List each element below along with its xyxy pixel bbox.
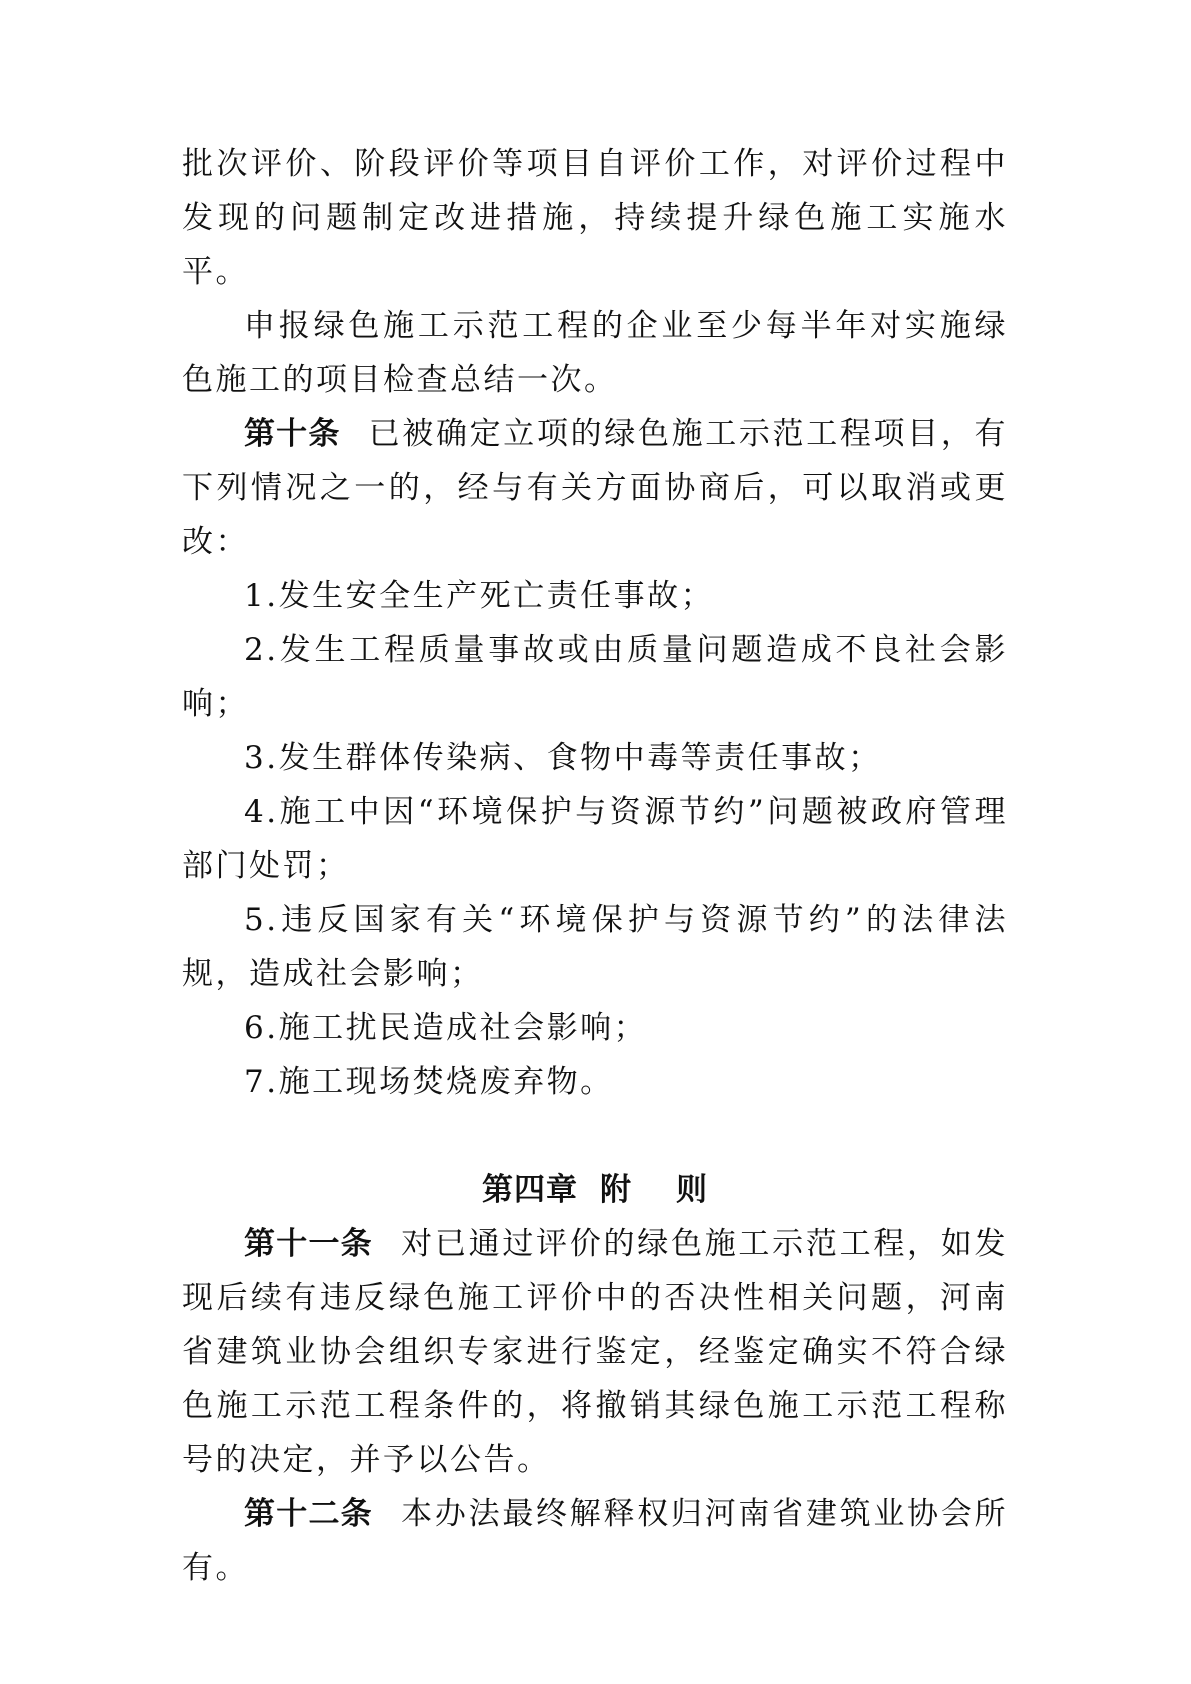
- article-10-item-1: 1.发生安全生产死亡责任事故；: [244, 578, 715, 614]
- article-11-heading: 第十一条: [244, 1226, 373, 1262]
- article-10-item-3: 3.发生群体传染病、食物中毒等责任事故；: [244, 740, 882, 776]
- article-12: [182, 1487, 1008, 1595]
- chapter-4-word-2: 则: [676, 1172, 708, 1208]
- document-body: [182, 137, 1008, 1595]
- article-10: [182, 407, 1008, 569]
- article-10-item-5: 5.违反国家有关“环境保护与资源节约”的法律法规，造成社会影响；: [182, 902, 1008, 992]
- chapter-4-number: 第四章: [482, 1172, 578, 1208]
- chapter-4-word-1: 附: [600, 1172, 632, 1208]
- article-11-text: 对已通过评价的绿色施工示范工程，如发现后续有违反绿色施工评价中的否决性相关问题，河南省建筑业协会组织专家进行鉴定，经鉴定确实不符合绿色施工示范工程条件的，将撤销其绿色施工示范工程称号的决定，并予以公告。: [182, 1226, 1009, 1478]
- article-10-text: 已被确定立项的绿色施工示范工程项目，有下列情况之一的，经与有关方面协商后，可以取消或更改：: [182, 416, 1009, 560]
- paragraph-continuation: 批次评价、阶段评价等项目自评价工作，对评价过程中发现的问题制定改进措施，持续提升绿色施工实施水平。: [182, 146, 1008, 290]
- article-10-item-4: 4.施工中因“环境保护与资源节约”问题被政府管理部门处罚；: [182, 794, 1008, 884]
- article-10-item-6: 6.施工扰民造成社会影响；: [244, 1010, 648, 1046]
- spacer: [182, 1109, 1008, 1163]
- article-10-item-2: 2.发生工程质量事故或由质量问题造成不良社会影响；: [182, 632, 1008, 722]
- article-10-item-7: 7.施工现场焚烧废弃物。: [244, 1064, 614, 1100]
- article-12-heading: 第十二条: [244, 1496, 373, 1532]
- article-12-text: 本办法最终解释权归河南省建筑业协会所有。: [182, 1496, 1009, 1586]
- paragraph-semiannual-review: 申报绿色施工示范工程的企业至少每半年对实施绿色施工的项目检查总结一次。: [182, 308, 1008, 398]
- article-11: [182, 1217, 1008, 1487]
- chapter-4-title: [182, 1163, 1008, 1217]
- article-10-heading: 第十条: [244, 416, 341, 452]
